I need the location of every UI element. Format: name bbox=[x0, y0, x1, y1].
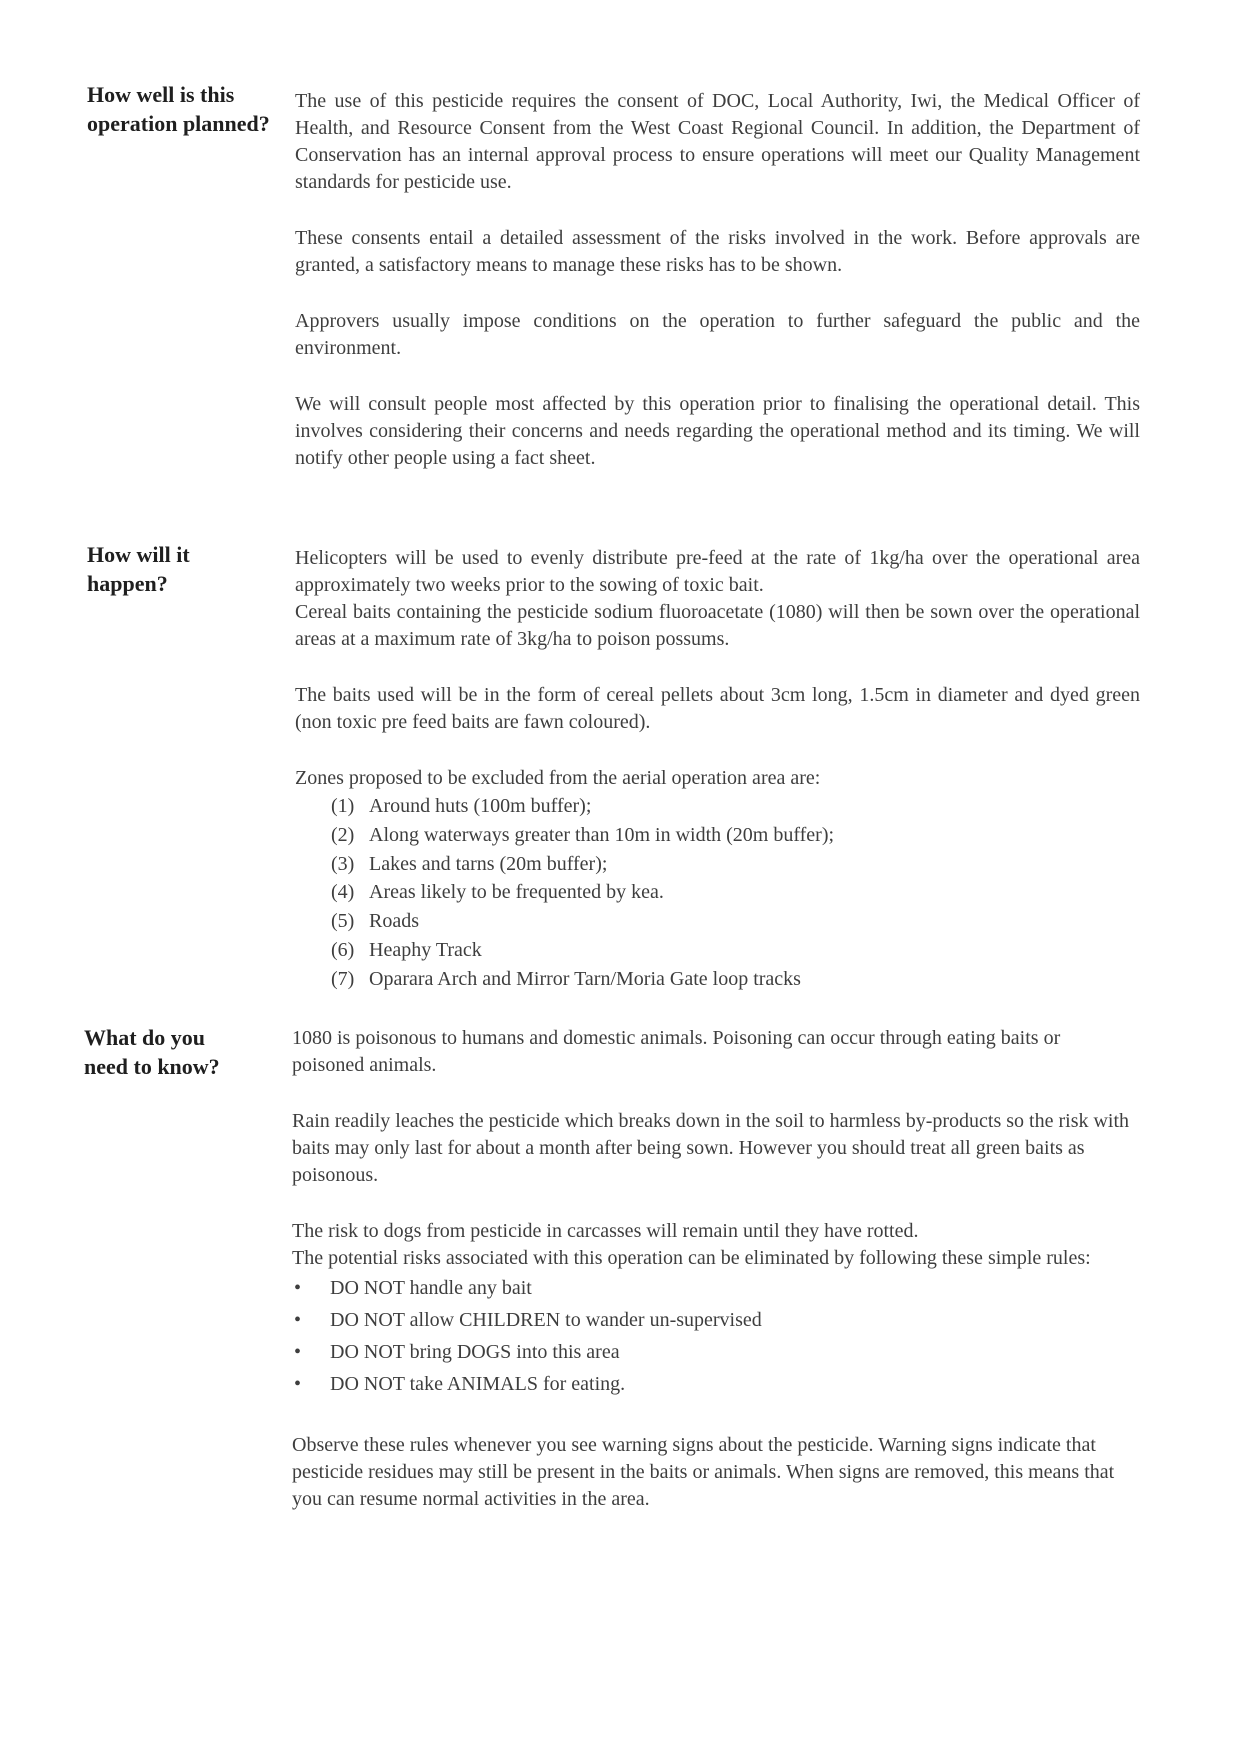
list-item-text: DO NOT allow CHILDREN to wander un-supervised bbox=[330, 1309, 762, 1331]
paragraph: 1080 is poisonous to humans and domestic animals. Poisoning can occur through eating baits or poisoned animals. bbox=[292, 1027, 1061, 1076]
list-item-text: DO NOT bring DOGS into this area bbox=[330, 1341, 620, 1363]
bullet-icon: • bbox=[294, 1309, 302, 1331]
paragraph: Helicopters will be used to evenly distribute pre-feed at the rate of 1kg/ha over the operational area approximately two weeks prior to the sowing of toxic bait. bbox=[295, 547, 1140, 596]
safety-rules-list bbox=[292, 1272, 1137, 1400]
list-item bbox=[292, 1368, 1137, 1400]
list-item-text: Heaphy Track bbox=[369, 938, 482, 961]
list-item-text: DO NOT handle any bait bbox=[330, 1277, 532, 1299]
list-item bbox=[331, 850, 1140, 879]
list-item bbox=[331, 965, 1140, 994]
list-item-text: DO NOT take ANIMALS for eating. bbox=[330, 1373, 626, 1395]
list-item-text: Around huts (100m buffer); bbox=[369, 795, 592, 817]
paragraph: The potential risks associated with this operation can be eliminated by following these simple rules: bbox=[292, 1247, 1091, 1269]
list-item-number: (4) bbox=[331, 881, 355, 904]
list-item-number: (3) bbox=[331, 852, 355, 875]
paragraph: Approvers usually impose conditions on the operation to further safeguard the public and the environment. bbox=[295, 310, 1140, 359]
paragraph: The baits used will be in the form of cereal pellets about 3cm long, 1.5cm in diameter and dyed green (non toxic pre feed baits are fawn coloured). bbox=[295, 684, 1140, 733]
list-item bbox=[331, 936, 1140, 965]
list-item bbox=[292, 1304, 1137, 1336]
list-item-text: Areas likely to be frequented by kea. bbox=[369, 881, 664, 904]
paragraph: We will consult people most affected by this operation prior to finalising the operational detail. This involves considering their concerns and needs regarding the operational method and its timing. We will notify other people using a fact sheet. bbox=[295, 393, 1140, 469]
list-item-number: (2) bbox=[331, 823, 355, 846]
paragraph: Cereal baits containing the pesticide sodium fluoroacetate (1080) will then be sown over the operational areas at a maximum rate of 3kg/ha to poison possums. bbox=[295, 601, 1140, 650]
bullet-icon: • bbox=[294, 1373, 302, 1395]
paragraph: These consents entail a detailed assessment of the risks involved in the work. Before approvals are granted, a satisfactory means to manage these risks has to be shown. bbox=[295, 227, 1140, 276]
list-item bbox=[292, 1336, 1137, 1368]
list-item-number: (6) bbox=[331, 938, 355, 961]
section-body-method bbox=[295, 545, 1140, 994]
paragraph: Zones proposed to be excluded from the aerial operation area are: bbox=[295, 767, 821, 789]
section-heading-planning: How well is this operation planned? bbox=[87, 82, 270, 136]
section-heading-need-to-know: What do you need to know? bbox=[84, 1025, 220, 1079]
section-body-planning bbox=[295, 88, 1140, 501]
list-item-text: Along waterways greater than 10m in width (20m buffer); bbox=[369, 823, 835, 846]
list-item-text: Oparara Arch and Mirror Tarn/Moria Gate loop tracks bbox=[369, 967, 801, 990]
list-item bbox=[331, 792, 1140, 821]
paragraph: The risk to dogs from pesticide in carcasses will remain until they have rotted. bbox=[292, 1220, 919, 1242]
list-item bbox=[331, 878, 1140, 907]
section-heading-method: How will it happen? bbox=[87, 542, 190, 596]
list-item-number: (7) bbox=[331, 967, 355, 990]
list-item-number: (1) bbox=[331, 795, 355, 817]
paragraph: Rain readily leaches the pesticide which breaks down in the soil to harmless by-products so the risk with baits may only last for about a month after being sown. However you should treat all green baits as poisonous. bbox=[292, 1110, 1130, 1186]
list-item-text: Lakes and tarns (20m buffer); bbox=[369, 852, 608, 875]
paragraph: Observe these rules whenever you see warning signs about the pesticide. Warning signs indicate that pesticide residues may still be present in the baits or animals. When signs are removed, this means that you can resume normal activities in the area. bbox=[292, 1434, 1115, 1510]
paragraph: The use of this pesticide requires the consent of DOC, Local Authority, Iwi, the Medical Officer of Health, and Resource Consent from the West Coast Regional Council. In addition, the Department of Conservation has an internal approval process to ensure operations will meet our Quality Management standards for pesticide use. bbox=[295, 90, 1140, 193]
list-item bbox=[331, 821, 1140, 850]
bullet-icon: • bbox=[294, 1277, 302, 1299]
section-body-need-to-know bbox=[292, 1025, 1137, 1542]
list-item bbox=[331, 907, 1140, 936]
list-item-text: Roads bbox=[369, 910, 419, 933]
list-item bbox=[292, 1272, 1137, 1304]
list-item-number: (5) bbox=[331, 910, 355, 933]
bullet-icon: • bbox=[294, 1341, 302, 1363]
excluded-zones-list bbox=[295, 792, 1140, 994]
